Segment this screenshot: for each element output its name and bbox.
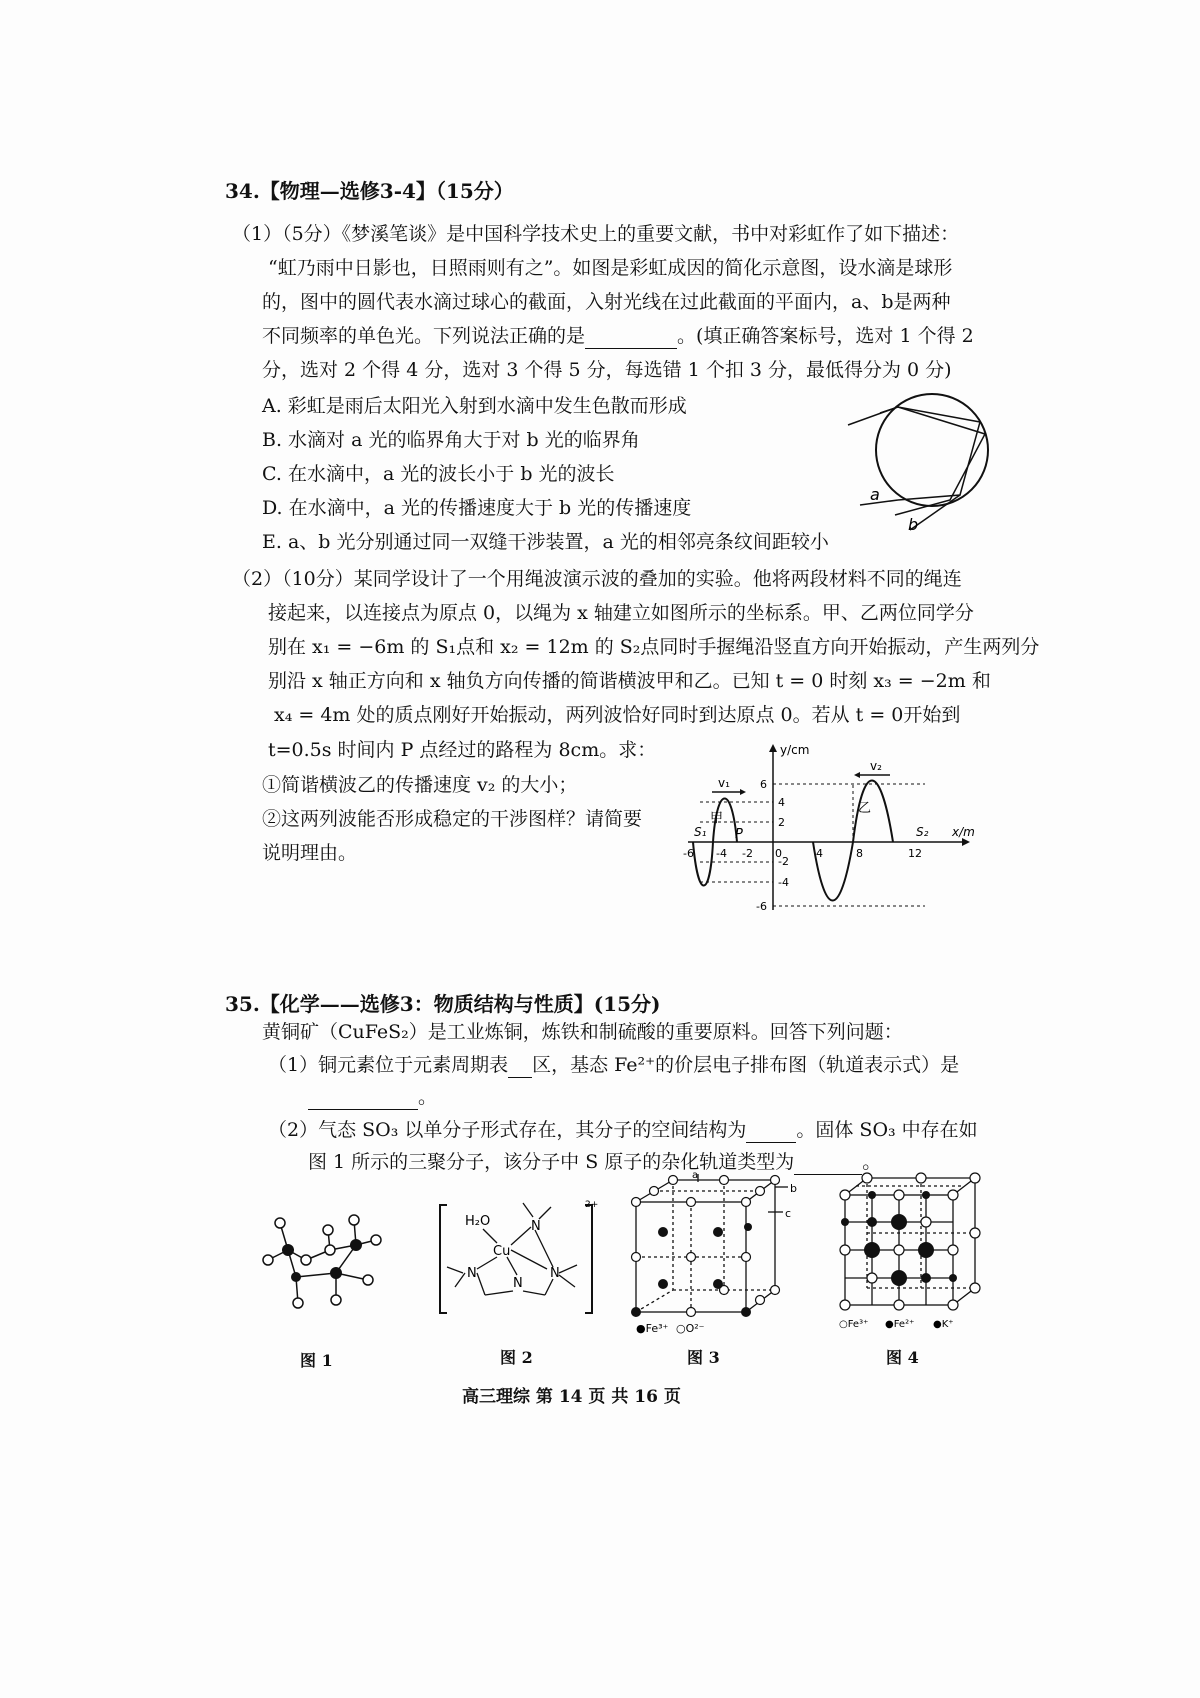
q34-p2-line: 别在 x₁ = −6m 的 S₁点和 x₂ = 12m 的 S₂点同时手握绳沿竖直方向开始振动，产生两列分 <box>268 636 1040 658</box>
option-a: A. 彩虹是雨后太阳光入射到水滴中发生色散而形成 <box>262 395 687 417</box>
q34-heading: 34.【物理—选修3-4】（15分） <box>225 179 514 203</box>
wave-yi-label: 乙 <box>858 801 872 816</box>
q34-p2-line: （2）（10分）某同学设计了一个用绳波演示波的叠加的实验。他将两段材料不同的绳连 <box>232 568 962 590</box>
fig3-legend-fe3: ●Fe³⁺ <box>636 1322 669 1335</box>
q35-intro: 黄铜矿（CuFeS₂）是工业炼铜，炼铁和制硫酸的重要原料。回答下列问题： <box>262 1021 903 1043</box>
option-c: C. 在水滴中，a 光的波长小于 b 光的波长 <box>262 463 615 485</box>
answer-blank <box>746 1118 796 1143</box>
n-label-4: N <box>531 1219 541 1234</box>
complex-charge: 2+ <box>585 1200 599 1210</box>
q34-p2-line: 接起来，以连接点为原点 0，以绳为 x 轴建立如图所示的坐标系。甲、乙两位同学分 <box>268 602 974 624</box>
q34-p1-line: 不同频率的单色光。下列说法正确的是 。(填正确答案标号，选对 1 个得 2 <box>262 325 974 347</box>
x-tick: -4 <box>716 847 727 860</box>
x-axis-label: x/m <box>952 825 975 839</box>
q34-p2-line: t=0.5s 时间内 P 点经过的路程为 8cm。求： <box>268 739 657 761</box>
y-tick: -2 <box>778 855 789 868</box>
wave-jia-label: 甲 <box>710 811 724 826</box>
s2-label: S₂ <box>916 825 929 839</box>
q34-p2-line: 别沿 x 轴正方向和 x 轴负方向传播的简谐横波甲和乙。已知 t = 0 时刻 x₃ = −2m 和 <box>268 670 991 692</box>
q35-p1-line: （1）铜元素位于元素周期表 区，基态 Fe²⁺的价层电子排布图（轨道表示式）是 <box>268 1054 960 1076</box>
y-tick: 2 <box>778 816 785 829</box>
q34-p1-line: （1）（5分）《梦溪笔谈》是中国科学技术史上的重要文献，书中对彩虹作了如下描述： <box>232 223 960 245</box>
figure-2-caption: 图 2 <box>500 1348 533 1367</box>
n-label-2: N <box>513 1276 523 1291</box>
figure-4-caption: 图 4 <box>886 1348 919 1367</box>
q34-p1-line: 分，选对 2 个得 4 分，选对 3 个得 5 分，每选错 1 个扣 3 分，最低得分为 0 分) <box>262 359 952 381</box>
fig3-legend-o2: ○O²⁻ <box>676 1322 705 1335</box>
cu-label: Cu <box>493 1244 511 1259</box>
figure-2-complex <box>435 1195 605 1325</box>
q34-p1-line: “虹乃雨中日影也，日照雨则有之”。如图是彩虹成因的简化示意图，设水滴是球形 <box>268 257 953 279</box>
fig3-label-c: c <box>785 1207 792 1220</box>
figure-1-caption: 图 1 <box>300 1351 333 1370</box>
raindrop-figure <box>840 380 1010 540</box>
option-d: D. 在水滴中，a 光的传播速度大于 b 光的传播速度 <box>262 497 692 519</box>
n-label-3: N <box>550 1266 560 1281</box>
q35-heading: 35.【化学——选修3：物质结构与性质】(15分) <box>225 992 661 1016</box>
fig4-legend-k: ●K⁺ <box>933 1319 954 1330</box>
y-tick: 4 <box>778 796 785 809</box>
q34-question-2: ②这两列波能否形成稳定的干涉图样？请简要 <box>262 808 643 830</box>
answer-blank <box>585 324 677 349</box>
fig4-legend-fe2: ●Fe²⁺ <box>885 1319 915 1330</box>
option-e: E. a、b 光分别通过同一双缝干涉装置，a 光的相邻亮条纹间距较小 <box>262 531 829 553</box>
y-tick: -6 <box>756 900 767 913</box>
figure-3-caption: 图 3 <box>687 1348 720 1367</box>
fig3-label-b: b <box>790 1182 797 1195</box>
fig4-legend-fe3: ○Fe³⁺ <box>839 1319 869 1330</box>
q34-question-2b: 说明理由。 <box>262 842 358 864</box>
y-axis-label: y/cm <box>780 743 810 757</box>
y-tick: 6 <box>760 778 767 791</box>
n-label-1: N <box>467 1266 477 1281</box>
page-footer: 高三理综 第 14 页 共 16 页 <box>462 1387 681 1407</box>
answer-blank <box>308 1085 418 1110</box>
x-tick: 8 <box>856 847 863 860</box>
x-tick: 12 <box>908 847 922 860</box>
answer-blank <box>508 1053 532 1078</box>
x-tick: -6 <box>683 847 694 860</box>
x-tick: -2 <box>742 847 753 860</box>
q34-p1-line: 的，图中的圆代表水滴过球心的截面，入射光线在过此截面的平面内，a、b是两种 <box>262 291 951 313</box>
q34-p2-line: x₄ = 4m 处的质点刚好开始振动，两列波恰好同时到达原点 0。若从 t = 0开始到 <box>274 704 961 726</box>
ray-b-label: b <box>908 515 919 534</box>
v1-label: v₁ <box>718 776 730 790</box>
fig3-label-a: a <box>692 1172 699 1181</box>
h2o-label: H₂O <box>465 1214 491 1229</box>
q34-question-1: ①简谐横波乙的传播速度 v₂ 的大小； <box>262 774 578 796</box>
option-b: B. 水滴对 a 光的临界角大于对 b 光的临界角 <box>262 429 640 451</box>
p-label: P <box>735 827 743 842</box>
q35-p2-line: （2）气态 SO₃ 以单分子形式存在，其分子的空间结构为 。固体 SO₃ 中存在如 <box>268 1119 978 1141</box>
x-tick: 4 <box>816 847 823 860</box>
v2-label: v₂ <box>870 759 882 773</box>
q35-p2-line: 图 1 所示的三聚分子，该分子中 S 原子的杂化轨道类型为 。 <box>308 1151 882 1173</box>
y-tick: -4 <box>778 876 789 889</box>
figure-1-trimer <box>258 1205 398 1315</box>
q35-p1-line: 。 <box>308 1085 437 1110</box>
figure-4-lattice <box>835 1170 985 1335</box>
ray-a-label: a <box>870 485 880 504</box>
x-tick: 0 <box>775 847 782 860</box>
wave-graph <box>680 740 980 920</box>
s1-label: S₁ <box>694 825 707 839</box>
figure-3-lattice <box>628 1172 803 1337</box>
